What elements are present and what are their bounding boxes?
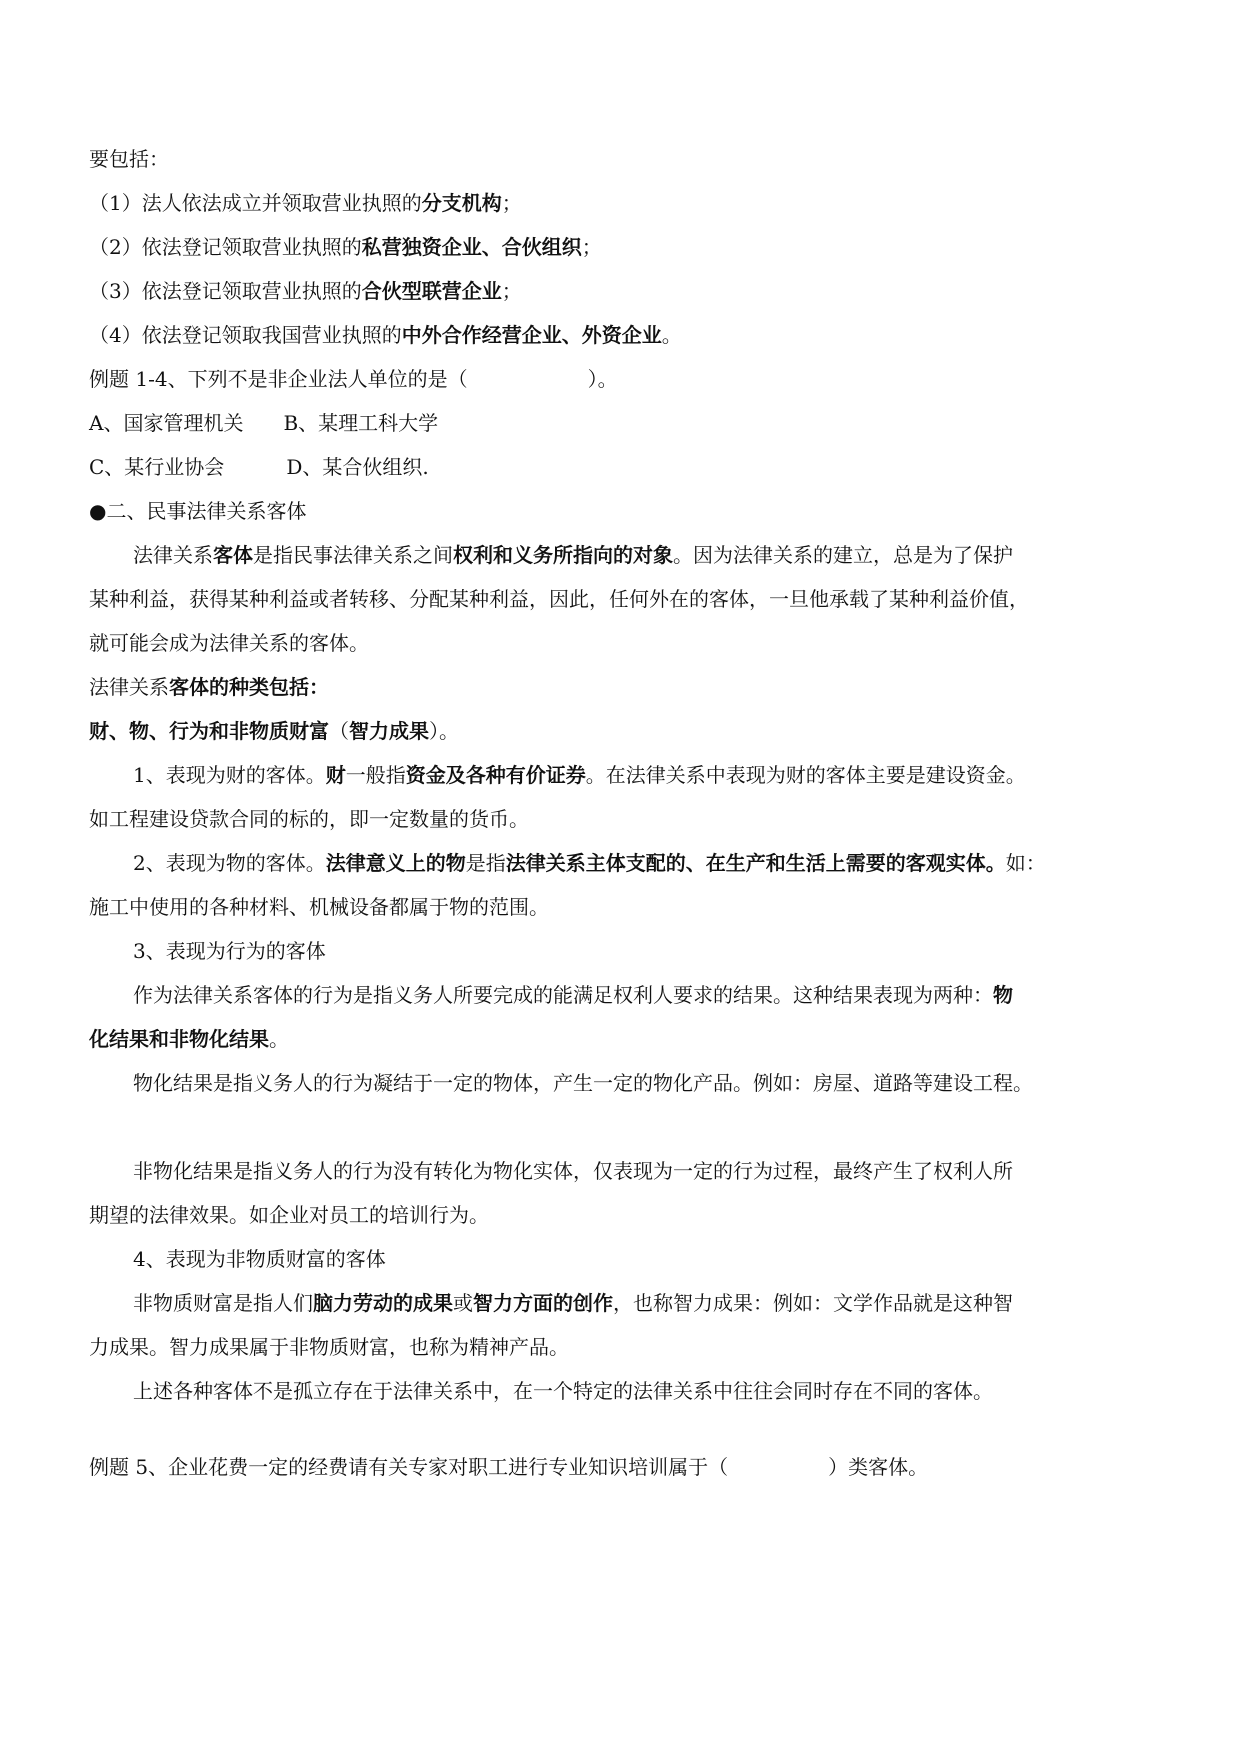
paragraph-line: 物化结果是指义务人的行为凝结于一定的物体，产生一定的物化产品。例如：房屋、道路等建设工程。 (133, 1071, 1033, 1095)
item-heading: 3、表现为行为的客体 (133, 939, 326, 963)
paragraph-line: 法律关系客体的种类包括： (89, 675, 329, 699)
paragraph-line: 财、物、行为和非物质财富（智力成果）。 (89, 719, 459, 743)
example-question: 例题 1-4、下列不是非企业法人单位的是（ ）。 (89, 367, 618, 391)
option-d: D、某合伙组织. (286, 455, 429, 479)
paragraph-line: 期望的法律效果。如企业对员工的培训行为。 (89, 1203, 489, 1227)
option-b: B、某理工科大学 (283, 411, 439, 435)
answer-options (89, 408, 438, 438)
paragraph-line: 化结果和非物化结果。 (89, 1027, 289, 1051)
paragraph-line: 非物化结果是指义务人的行为没有转化为物化实体，仅表现为一定的行为过程，最终产生了权利人所 (133, 1159, 1013, 1183)
paragraph-line: 作为法律关系客体的行为是指义务人所要完成的能满足权利人要求的结果。这种结果表现为两种：物 (133, 983, 1013, 1007)
paragraph-line: 力成果。智力成果属于非物质财富，也称为精神产品。 (89, 1335, 569, 1359)
list-item: （4）依法登记领取我国营业执照的中外合作经营企业、外资企业。 (89, 323, 682, 347)
text-line: 要包括： (89, 147, 169, 171)
paragraph-line: 法律关系客体是指民事法律关系之间权利和义务所指向的对象。因为法律关系的建立，总是为了保护 (133, 543, 1013, 567)
paragraph-line: 上述各种客体不是孤立存在于法律关系中，在一个特定的法律关系中往往会同时存在不同的客体。 (133, 1379, 993, 1403)
list-item: （1）法人依法成立并领取营业执照的分支机构； (89, 191, 522, 215)
paragraph-line: 非物质财富是指人们脑力劳动的成果或智力方面的创作，也称智力成果：例如：文学作品就是这种智 (133, 1291, 1013, 1315)
paragraph-line: 就可能会成为法律关系的客体。 (89, 631, 369, 655)
option-a: A、国家管理机关 (89, 411, 244, 435)
option-c: C、某行业协会 (89, 455, 225, 479)
list-item: （3）依法登记领取营业执照的合伙型联营企业； (89, 279, 522, 303)
paragraph-line: 如工程建设贷款合同的标的，即一定数量的货币。 (89, 807, 529, 831)
answer-options (89, 452, 429, 482)
item-heading: 2、表现为物的客体。法律意义上的物是指法律关系主体支配的、在生产和生活上需要的客观实体。如： (133, 851, 1046, 875)
list-item: （2）依法登记领取营业执照的私营独资企业、合伙组织； (89, 235, 602, 259)
paragraph-line: 某种利益，获得某种利益或者转移、分配某种利益，因此，任何外在的客体，一旦他承载了某种利益价值， (89, 587, 1029, 611)
item-heading: 4、表现为非物质财富的客体 (133, 1247, 386, 1271)
item-heading: 1、表现为财的客体。财一般指资金及各种有价证券。在法律关系中表现为财的客体主要是建设资金。 (133, 763, 1026, 787)
paragraph-line: 施工中使用的各种材料、机械设备都属于物的范围。 (89, 895, 549, 919)
section-heading: ●二、民事法律关系客体 (89, 499, 307, 523)
example-question: 例题 5、企业花费一定的经费请有关专家对职工进行专业知识培训属于（ ）类客体。 (89, 1455, 929, 1479)
